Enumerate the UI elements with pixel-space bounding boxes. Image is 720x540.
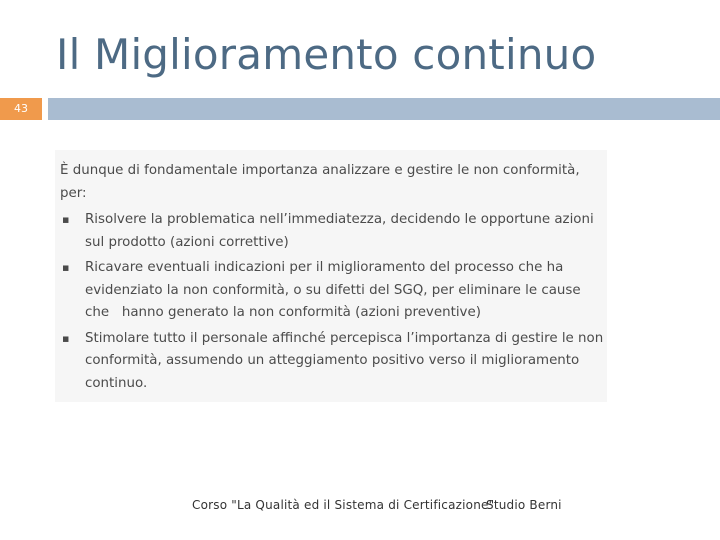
bullet-item [60,328,617,396]
bullet-item [60,209,608,254]
bullet-text: Ricavare eventuali indicazioni per il miglioramento del processo che ha evidenziato la non conformità, o su difetti del SGQ, per eliminare le cause che hanno generato la non conformità (azioni preventive) [85,260,585,320]
slide-number-badge [0,98,42,120]
square-bullet-icon: ▪ [62,331,70,345]
square-bullet-icon: ▪ [62,261,70,274]
content-body [60,160,617,398]
slide-title: Il Miglioramento continuo [56,30,597,79]
title-underline-bar [48,98,720,120]
bullet-text: Stimolare tutto il personale affinché percepisca l’importanza di gestire le non conformità, assumendo un atteggiamento positivo verso il miglioramento continuo. [85,330,617,391]
footer-course: Corso "La Qualità ed il Sistema di Certificazione" [192,498,495,512]
slide-number: 43 [14,102,28,115]
bullet-item [60,257,608,325]
square-bullet-icon: ▪ [62,213,70,226]
bullet-text: Risolvere la problematica nell’immediatezza, decidendo le opportune azioni sul prodotto (azioni correttive) [85,212,594,250]
bullet-list [60,209,617,395]
footer-studio: Studio Berni [486,498,562,512]
content-panel [55,150,617,402]
intro-paragraph: È dunque di fondamentale importanza analizzare e gestire le non conformità, per: [60,163,580,201]
